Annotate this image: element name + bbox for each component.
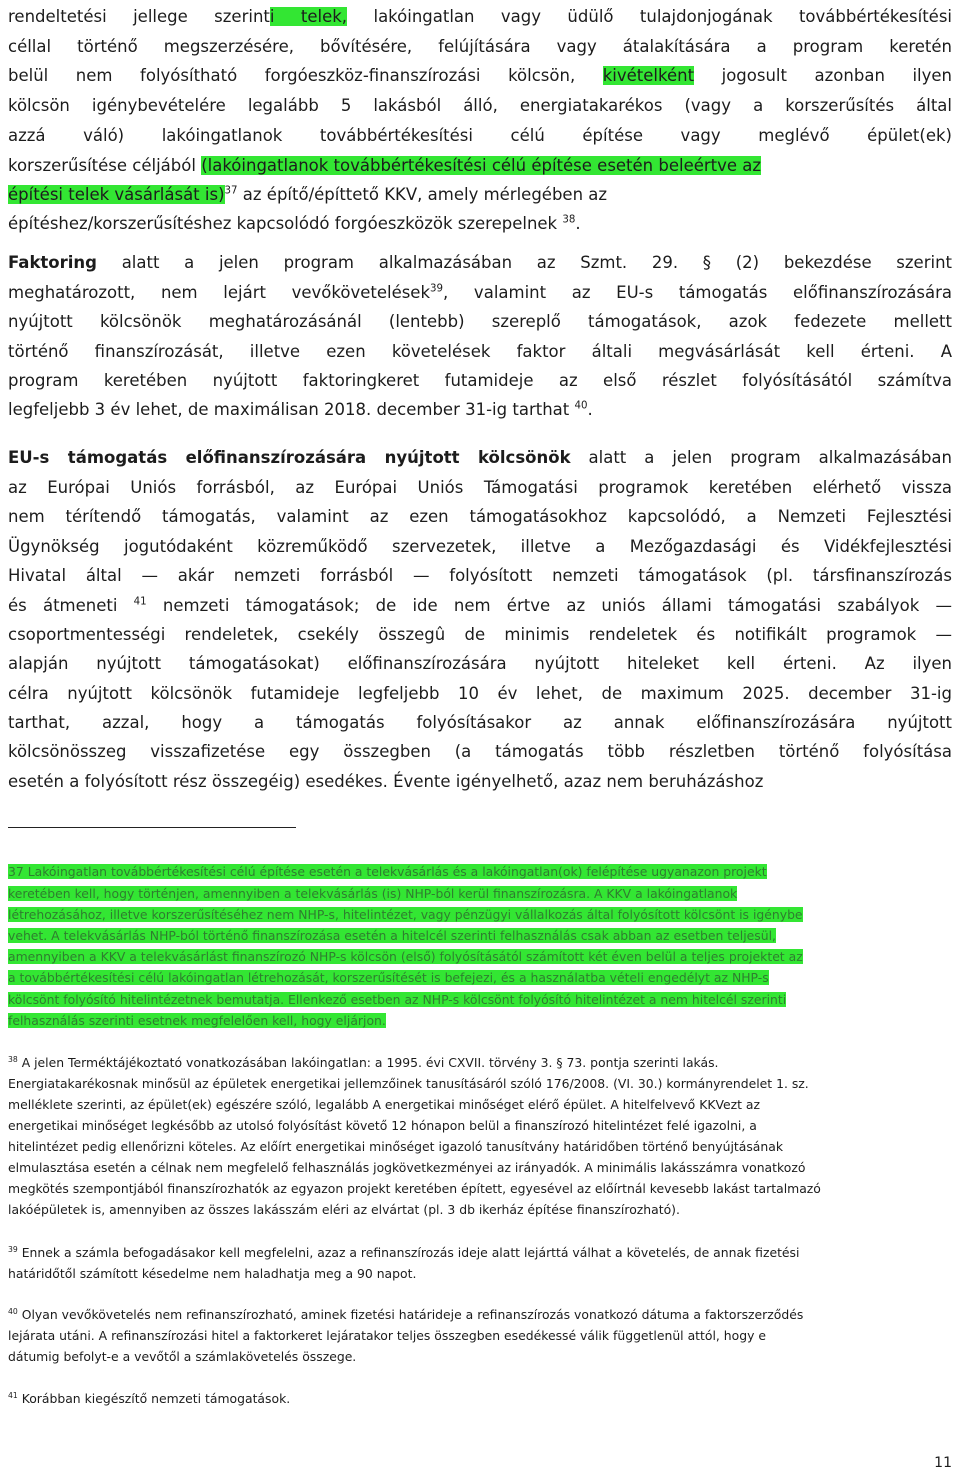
text-line: kölcsön igénybevételére legalább 5 lakásból álló, energiatakarékos (vagy a korszerűsítés által [8, 96, 952, 115]
text-line: építési telek vásárlását is)$^{37}$ az építő/építtető KKV, amely mérlegében az [8, 185, 608, 204]
text-line: Faktoring alatt a jelen program alkalmazásában az Szmt. 29. § (2) bekezdése szerint [8, 253, 952, 272]
footnote-line: vehet. A telekvásárlás NHP-ból történő finanszírozása esetén a hitelcél szerinti felhasználás csak abban az esetben teljesül, [8, 928, 776, 943]
text-line: esetén a folyósított rész összegéig) esedékes. Évente igényelhető, azaz nem beruházáshoz [8, 772, 764, 791]
footnote-line: lejárata utáni. A refinanszírozási hitel a faktorkeret lejáratakor teljes összegben esedékessé válik függetlenül attól, hogy e [8, 1328, 766, 1343]
text-line: nem térítendő támogatás, valamint az ezen támogatásokhoz kapcsolódó, a Nemzeti Fejlesztési [8, 507, 952, 526]
text-line: rendeltetési jellege szerinti telek, lakóingatlan vagy üdülő tulajdonjogának továbbértékesítési [8, 7, 952, 26]
footnote-line: amennyiben a KKV a telekvásárlást finanszírozó NHP-s kölcsön (első) folyósításától számított két éven belül a teljes projektet az [8, 949, 803, 964]
highlight: építési telek vásárlását is) [8, 185, 225, 204]
footnote-line: elmulasztása esetén a célnak nem megfelelő felhasználás jogkövetkezményei az irányadók. A minimális lakásszámra vonatkozó [8, 1160, 806, 1175]
text-line: és átmeneti $^{41}$ nemzeti támogatások; de ide nem értve az uniós állami támogatási szabályok — [8, 596, 952, 615]
text-line: tarthat, azzal, hogy a támogatás folyósításakor az annak előfinanszírozására nyújtott [8, 713, 952, 732]
text-line: az Európai Uniós forrásból, az Európai Uniós Támogatási programok keretében elérhető vissza [8, 478, 952, 497]
footnote-line: létrehozásához, illetve korszerűsítéséhez nem NHP-s, hitelintézet, vagy pénzügyi vállalkozás által folyósított kölcsönt is igénybe [8, 907, 803, 922]
text-line: belül nem folyósítható forgóeszköz-finanszírozási kölcsön, kivételként jogosult azonban ilyen [8, 66, 952, 85]
text-line: Ügynökség jogutódaként közreműködő szervezetek, illetve a Mezőgazdasági és Vidékfejlesztési [8, 537, 952, 556]
highlight: i telek, [269, 7, 348, 26]
footnote-number: 40 [8, 1306, 18, 1316]
footnote-line: lakóépületek is, amennyiben az összes lakásszám eléri az elvártat (pl. 3 db ikerház építése finanszírozható). [8, 1202, 680, 1217]
footnote-ref-39[interactable]: 39 [430, 283, 444, 295]
text-line: építéshez/korszerűsítéshez kapcsolódó forgóeszközök szerepelnek $^{38}$. [8, 214, 581, 233]
footnote-line: melléklete szerinti, az épület(ek) egészére szóló, legalább A energetikai minőséget elérő épület. A hitelfelvevő KKVezt az [8, 1097, 760, 1112]
footnote-ref-40[interactable]: 40 [574, 400, 588, 412]
footnote-line: 37 Lakóingatlan továbbértékesítési célú építése esetén a telekvásárlás és a lakóingatlan(ok) felépítése ugyanazon projekt [8, 864, 767, 879]
footnote-line: energetikai minőséget legkésőbb az utolsó folyósítást követő 12 hónapon belül a finanszírozó hitelintézet felé igazolni, a [8, 1118, 757, 1133]
footnote-number: 38 [8, 1054, 18, 1064]
footnote-line: $^{41}$ Korábban kiegészítő nemzeti támogatások. [8, 1390, 291, 1406]
text-line: program keretében nyújtott faktoringkeret futamideje az első részlet folyósításától számítva [8, 371, 952, 390]
highlight: kivételként [602, 66, 695, 85]
text-line: legfeljebb 3 év lehet, de maximálisan 2018. december 31-ig tarthat $^{40}$. [8, 400, 593, 419]
footnote-ref-38[interactable]: 38 [562, 214, 576, 226]
footnote-ref-37[interactable]: 37 [224, 185, 238, 197]
footnote-line: határidőtől számított késedelme nem haladhatja meg a 90 napot. [8, 1266, 417, 1281]
footnote-line: $^{40}$ Olyan vevőkövetelés nem refinanszírozható, aminek fizetési határideje a refinanszírozás vonatkozó dátuma a faktorszerződés [8, 1306, 804, 1322]
footnote-number: 41 [8, 1390, 18, 1400]
text-line: nyújtott kölcsönök meghatározásánál (lentebb) szereplő támogatások, azok fedezete mellett [8, 312, 952, 331]
footnote-number: 39 [8, 1244, 18, 1254]
footnote-line: Energiatakarékosnak minősül az épületek energetikai jellemzőinek tanusításáról szóló 176/2008. (VI. 30.) kormányrendelet 1. sz. [8, 1076, 809, 1091]
text-line: céllal történő megszerzésére, bővítésére, felújítására vagy átalakítására a program keretén [8, 37, 952, 56]
text-line: kölcsönösszeg visszafizetése egy összegben (a támogatás több részletben történő folyósítása [8, 742, 952, 761]
footnote-line: felhasználás szerinti esetnek megfelelően kell, hogy eljárjon. [8, 1013, 386, 1028]
text-line: korszerűsítése céljából (lakóingatlanok továbbértékesítési célú építése esetén beleértve az [8, 156, 762, 175]
text-line: történő finanszírozását, illetve ezen követelések faktor általi megvásárlását kell érteni. A [8, 342, 952, 361]
footnote-line: a továbbértékesítési célú lakóingatlan létrehozását, korszerűsítését is befejezi, és a használatba vételi engedélyt az NHP-s [8, 970, 769, 985]
footnote-line: kölcsönt folyósító hitelintézetnek bemutatja. Ellenkező esetben az NHP-s kölcsönt folyósító hitelintézet a nem hitelcél szerinti [8, 992, 787, 1007]
footnote-line: dátumig befolyt-e a vevőtől a számlakövetelés összege. [8, 1349, 357, 1364]
text-line: azzá váló) lakóingatlanok továbbértékesítési célú építése vagy meglévő épület(ek) [8, 126, 952, 145]
footnote-line: megkötés szempontjából finanszírozhatók az egyazon projekt keretében épített, egyesével az előírtnál kevesebb lakást tartalmazó [8, 1181, 821, 1196]
footnote-line: $^{39}$ Ennek a számla befogadásakor kell megfelelni, azaz a refinanszírozás ideje alatt lejárttá válhat a követelés, de annak fizetési [8, 1244, 800, 1260]
text-line: EU-s támogatás előfinanszírozására nyújtott kölcsönök alatt a jelen program alkalmazásában [8, 448, 952, 467]
text-line: csoportmentességi rendeletek, csekély összegû de minimis rendeletek és notifikált programok — [8, 625, 952, 644]
text-line: alapján nyújtott támogatásokat) előfinanszírozására nyújtott hiteleket kell érteni. Az ilyen [8, 654, 952, 673]
footnote-ref-41[interactable]: 41 [133, 596, 147, 608]
footnote-line: $^{38}$ A jelen Terméktájékoztató vonatkozásában lakóingatlan: a 1995. évi CXVII. törvény 3. § 73. pontja szerinti lakás. [8, 1054, 719, 1070]
footnote-separator [8, 827, 296, 828]
footnote-line: hitelintézet pedig ellenőrizni köteles. Az előírt energetikai minőséget igazoló tanusítvány határidőben történő benyújtásának [8, 1139, 784, 1154]
text-line: meghatározott, nem lejárt vevőkövetelések$^{39}$, valamint az EU-s támogatás előfinanszírozására [8, 283, 952, 302]
page-number: 11 [934, 1455, 952, 1471]
term-faktoring: Faktoring [8, 253, 97, 272]
text-line: célra nyújtott kölcsönök futamideje legfeljebb 10 év lehet, de maximum 2025. december 31-ig [8, 684, 952, 703]
footnote-line: keretében kell, hogy történjen, amennyiben a telekvásárlás (is) NHP-ból kerül finanszírozásra. A KKV a lakóingatlanok [8, 886, 738, 901]
highlight: (lakóingatlanok továbbértékesítési célú építése esetén beleértve az [201, 156, 762, 175]
text-line: Hivatal által — akár nemzeti forrásból — folyósított nemzeti támogatások (pl. társfinanszírozás [8, 566, 952, 585]
term-eu-tamogatas: EU-s támogatás előfinanszírozására nyújtott kölcsönök [8, 448, 571, 467]
